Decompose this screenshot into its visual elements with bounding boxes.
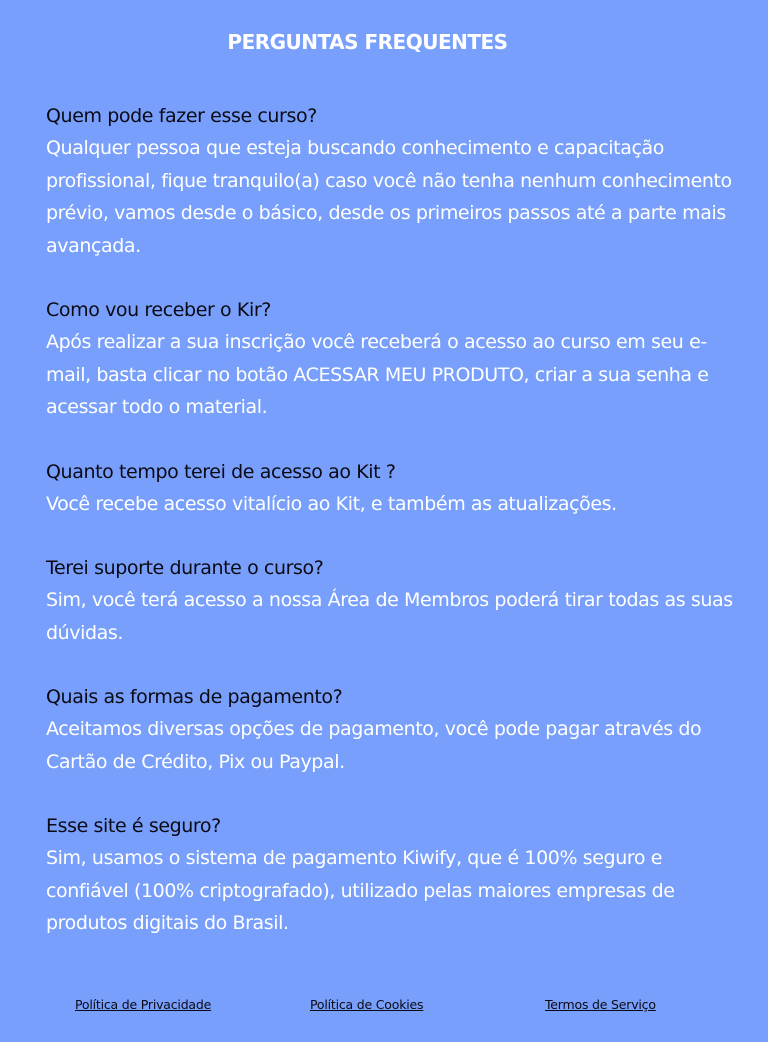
faq-answer: Sim, você terá acesso a nossa Área de Membros poderá tirar todas as suas dúvidas. — [46, 589, 733, 644]
faq-question: Quanto tempo terei de acesso ao Kit ? — [46, 460, 396, 483]
faq-item — [46, 456, 746, 521]
faq-item — [46, 294, 746, 424]
faq-item — [46, 681, 746, 778]
faq-item — [46, 552, 746, 649]
faq-answer: Após realizar a sua inscrição você receberá o acesso ao curso em seu e-mail, basta clicar no botão ACESSAR MEU PRODUTO, criar a sua senha e acessar todo o material. — [46, 331, 709, 418]
faq-list — [46, 100, 746, 972]
faq-question: Como vou receber o Kir? — [46, 299, 271, 321]
faq-item — [46, 100, 746, 262]
page-title: PERGUNTAS FREQUENTES — [227, 30, 508, 54]
faq-item — [46, 810, 746, 940]
terms-of-service-link[interactable]: Termos de Serviço — [545, 997, 656, 1012]
faq-question: Quem pode fazer esse curso? — [46, 105, 317, 127]
faq-answer: Sim, usamos o sistema de pagamento Kiwify, que é 100% seguro e confiável (100% criptografado), utilizado pelas maiores empresas de produtos digitais do Brasil. — [46, 847, 675, 934]
faq-question: Terei suporte durante o curso? — [46, 557, 324, 579]
faq-answer: Qualquer pessoa que esteja buscando conhecimento e capacitação profissional, fique tranquilo(a) caso você não tenha nenhum conhecimento prévio, vamos desde o básico, desde os primeiros passos até a parte mais avançada. — [46, 137, 732, 257]
faq-question: Quais as formas de pagamento? — [46, 686, 343, 708]
faq-answer: Aceitamos diversas opções de pagamento, você pode pagar através do Cartão de Crédito, Pix ou Paypal. — [46, 718, 702, 773]
cookie-policy-link[interactable]: Política de Cookies — [310, 997, 424, 1012]
faq-question: Esse site é seguro? — [46, 815, 221, 837]
footer-links — [0, 997, 768, 1017]
privacy-policy-link[interactable]: Política de Privacidade — [75, 997, 212, 1012]
faq-answer: Você recebe acesso vitalício ao Kit, e também as atualizações. — [46, 492, 617, 515]
